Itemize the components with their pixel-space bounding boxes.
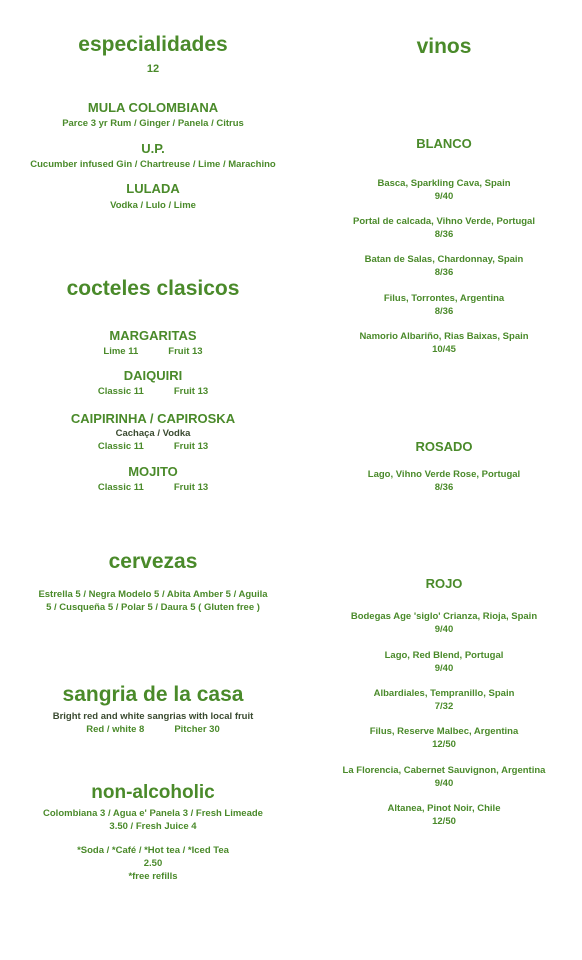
wine-lago-rose-price: 8/36	[434, 482, 454, 493]
wine-portal-de-calcada: Portal de calcada, Vihno Verde, Portugal	[353, 216, 535, 227]
wine-la-florencia-price: 9/40	[434, 778, 454, 789]
non-alcoholic-line-1: Colombiana 3 / Agua e' Panela 3 / Fresh Limeade	[43, 808, 263, 819]
wine-lago-rose: Lago, Vihno Verde Rose, Portugal	[367, 469, 521, 480]
wine-albardiales-price: 7/32	[434, 701, 454, 712]
item-daiquiri: DAIQUIRI	[123, 368, 183, 383]
item-lulada: LULADA	[126, 181, 180, 196]
wine-namorio-albarino-price: 10/45	[432, 344, 456, 355]
item-caipirinha-prices	[0, 440, 306, 453]
item-daiquiri-prices	[0, 385, 306, 398]
wine-la-florencia: La Florencia, Cabernet Sauvignon, Argentina	[342, 765, 546, 776]
wine-altanea: Altanea, Pinot Noir, Chile	[387, 803, 501, 814]
item-margaritas-prices	[0, 345, 306, 358]
non-alcoholic-line-2: 3.50 / Fresh Juice 4	[109, 821, 197, 832]
especialidades-title: especialidades	[78, 33, 228, 56]
non-alcoholic-line-4: 2.50	[143, 858, 163, 869]
rosado-title: ROSADO	[415, 439, 473, 454]
wine-altanea-price: 12/50	[432, 816, 456, 827]
daiquiri-price-b: Fruit 13	[173, 386, 209, 397]
sangria-title: sangria de la casa	[62, 683, 244, 706]
rojo-title: ROJO	[425, 576, 463, 591]
wine-basca-price: 9/40	[434, 191, 454, 202]
wine-batan-de-salas: Batan de Salas, Chardonnay, Spain	[364, 254, 524, 265]
non-alcoholic-line-3: *Soda / *Café / *Hot tea / *Iced Tea	[77, 845, 229, 856]
vinos-title: vinos	[416, 35, 472, 58]
wine-filus-malbec-price: 12/50	[432, 739, 456, 750]
item-up-desc: Cucumber infused Gin / Chartreuse / Lime / Marachino	[30, 159, 276, 170]
wine-portal-de-calcada-price: 8/36	[434, 229, 454, 240]
item-mula-colombiana: MULA COLOMBIANA	[87, 100, 219, 115]
wine-albardiales: Albardiales, Tempranillo, Spain	[373, 688, 515, 699]
sangria-price-a: Red / white 8	[86, 724, 145, 735]
cervezas-line-2: 5 / Cusqueña 5 / Polar 5 / Daura 5 ( Gluten free )	[46, 602, 260, 613]
wine-batan-de-salas-price: 8/36	[434, 267, 454, 278]
item-mojito: MOJITO	[128, 464, 178, 479]
wine-filus-malbec: Filus, Reserve Malbec, Argentina	[369, 726, 519, 737]
item-mojito-prices	[0, 481, 306, 494]
wine-filus-torrontes-price: 8/36	[434, 306, 454, 317]
caipirinha-price-a: Classic 11	[97, 441, 144, 452]
sangria-price-b: Pitcher 30	[174, 724, 220, 735]
item-caipirinha-sub: Cachaça / Vodka	[115, 428, 191, 439]
wine-bodegas-age: Bodegas Age 'siglo' Crianza, Rioja, Spain	[350, 611, 538, 622]
cervezas-line-1: Estrella 5 / Negra Modelo 5 / Abita Amber 5 / Aguila	[38, 589, 268, 600]
blanco-title: BLANCO	[416, 136, 472, 151]
item-caipirinha: CAIPIRINHA / CAPIROSKA	[70, 411, 236, 426]
non-alcoholic-line-5: *free refills	[128, 871, 178, 882]
item-up: U.P.	[141, 141, 165, 156]
sangria-prices	[0, 723, 306, 736]
mojito-price-b: Fruit 13	[173, 482, 209, 493]
daiquiri-price-a: Classic 11	[97, 386, 144, 397]
sangria-desc: Bright red and white sangrias with local fruit	[52, 711, 254, 722]
wine-filus-torrontes: Filus, Torrontes, Argentina	[383, 293, 505, 304]
mojito-price-a: Classic 11	[97, 482, 144, 493]
wine-basca: Basca, Sparkling Cava, Spain	[377, 178, 511, 189]
item-mula-colombiana-desc: Parce 3 yr Rum / Ginger / Panela / Citrus	[62, 118, 244, 129]
wine-lago-red-blend-price: 9/40	[434, 663, 454, 674]
clasicos-title: cocteles clasicos	[66, 277, 240, 300]
wine-namorio-albarino: Namorio Albariño, Rias Baixas, Spain	[359, 331, 529, 342]
cervezas-title: cervezas	[108, 550, 198, 573]
margaritas-price-a: Lime 11	[103, 346, 139, 357]
item-lulada-desc: Vodka / Lulo / Lime	[110, 200, 196, 211]
wine-lago-red-blend: Lago, Red Blend, Portugal	[384, 650, 504, 661]
margaritas-price-b: Fruit 13	[168, 346, 203, 357]
wine-bodegas-age-price: 9/40	[434, 624, 454, 635]
item-margaritas: MARGARITAS	[109, 328, 197, 343]
especialidades-price: 12	[146, 63, 160, 75]
non-alcoholic-title: non-alcoholic	[91, 782, 215, 803]
caipirinha-price-b: Fruit 13	[173, 441, 209, 452]
